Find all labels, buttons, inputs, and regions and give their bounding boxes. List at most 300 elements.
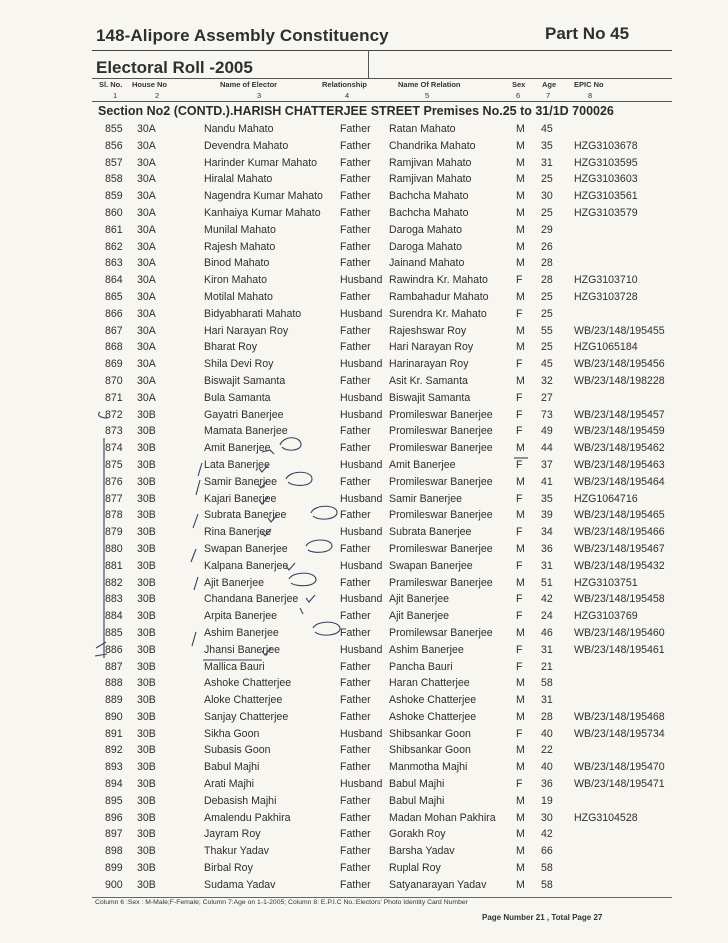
epic-number: HZG3103579 — [574, 206, 638, 219]
epic-number: WB/23/148/195468 — [574, 710, 665, 723]
epic-number: WB/23/148/195459 — [574, 425, 665, 438]
house-number: 30B — [137, 660, 156, 673]
sex: F — [516, 358, 523, 371]
relation-name: Rambahadur Mahato — [389, 290, 489, 303]
relation-name: Babul Majhi — [389, 794, 445, 807]
relationship: Father — [340, 206, 371, 219]
house-number: 30A — [137, 190, 156, 203]
elector-name: Nandu Mahato — [204, 123, 274, 135]
age: 31 — [541, 643, 553, 656]
house-number: 30B — [137, 442, 156, 455]
relationship: Father — [340, 694, 371, 707]
col-number-3: 3 — [257, 91, 262, 100]
relationship: Father — [340, 811, 371, 824]
relationship: Husband — [340, 358, 383, 371]
sex: M — [516, 542, 525, 555]
serial-number: 860 — [105, 206, 123, 219]
serial-number: 857 — [105, 156, 123, 169]
epic-number: WB/23/148/195466 — [574, 526, 665, 539]
relation-name: Daroga Mahato — [389, 240, 463, 253]
sex: F — [516, 643, 523, 656]
relation-name: Promileswar Banerjee — [389, 509, 493, 522]
house-number: 30B — [137, 526, 156, 539]
sex: M — [516, 626, 525, 639]
age: 25 — [541, 307, 553, 320]
relation-name: Subrata Banerjee — [389, 526, 472, 539]
serial-number: 889 — [105, 694, 123, 707]
relationship: Father — [340, 290, 371, 303]
relation-name: Amit Banerjee — [389, 458, 456, 471]
age: 45 — [541, 123, 553, 135]
relation-name: Daroga Mahato — [389, 223, 463, 236]
serial-number: 879 — [105, 526, 123, 539]
sex: M — [516, 240, 525, 253]
relation-name: Ajit Banerjee — [389, 610, 450, 623]
relationship: Father — [340, 626, 371, 639]
relation-name: Promilewsar Banerjee — [389, 626, 493, 639]
relation-name: Manmotha Majhi — [389, 761, 468, 774]
sex: M — [516, 442, 525, 455]
age: 29 — [541, 223, 553, 236]
house-number: 30B — [137, 727, 156, 740]
relationship: Father — [340, 223, 371, 236]
house-number: 30B — [137, 610, 156, 623]
serial-number: 873 — [105, 425, 123, 438]
relationship: Husband — [340, 492, 383, 505]
age: 22 — [541, 744, 553, 757]
relationship: Father — [340, 710, 371, 723]
epic-number: WB/23/148/195460 — [574, 626, 665, 639]
serial-number: 867 — [105, 324, 123, 337]
age: 24 — [541, 610, 553, 623]
house-number: 30B — [137, 492, 156, 505]
house-number: 30B — [137, 643, 156, 656]
relationship: Father — [340, 240, 371, 253]
elector-name: Subrata Banerjee — [204, 509, 287, 522]
epic-number: WB/23/148/195458 — [574, 593, 665, 606]
epic-number: WB/23/148/195470 — [574, 761, 665, 774]
serial-number: 887 — [105, 660, 123, 673]
epic-number: WB/23/148/195461 — [574, 643, 665, 656]
relation-name: Shibsankar Goon — [389, 744, 471, 757]
epic-number: HZG3103710 — [574, 274, 638, 287]
relationship: Husband — [340, 559, 383, 572]
relation-name: Ajit Banerjee — [389, 593, 450, 606]
age: 45 — [541, 358, 553, 371]
col-number-2: 2 — [155, 91, 160, 100]
relation-name: Bachcha Mahato — [389, 190, 469, 203]
relation-name: Rawindra Kr. Mahato — [389, 274, 488, 287]
sex: M — [516, 290, 525, 303]
sex: M — [516, 123, 525, 135]
col-number-8: 8 — [588, 91, 593, 100]
age: 27 — [541, 391, 553, 404]
serial-number: 895 — [105, 794, 123, 807]
elector-name: Sikha Goon — [204, 727, 260, 740]
relationship: Father — [340, 660, 371, 673]
house-number: 30B — [137, 794, 156, 807]
sex: M — [516, 862, 525, 875]
elector-name: Binod Mahato — [204, 257, 270, 270]
house-number: 30B — [137, 509, 156, 522]
epic-number: HZG3103561 — [574, 190, 638, 203]
elector-name: Aloke Chatterjee — [204, 694, 283, 707]
house-number: 30B — [137, 626, 156, 639]
epic-number: WB/23/148/195463 — [574, 458, 665, 471]
constituency-title: 148-Alipore Assembly Constituency — [96, 26, 389, 45]
relationship: Father — [340, 324, 371, 337]
col-number-5: 5 — [425, 91, 430, 100]
house-number: 30A — [137, 324, 156, 337]
elector-name: Mamata Banerjee — [204, 425, 288, 438]
house-number: 30A — [137, 358, 156, 371]
epic-number: HZG1064716 — [574, 492, 638, 505]
serial-number: 876 — [105, 475, 123, 488]
sex: M — [516, 677, 525, 690]
age: 36 — [541, 778, 553, 791]
col-header-epic: EPIC No — [574, 80, 604, 89]
serial-number: 868 — [105, 341, 123, 354]
serial-number: 865 — [105, 290, 123, 303]
serial-number: 874 — [105, 442, 123, 455]
age: 30 — [541, 811, 553, 824]
house-number: 30A — [137, 374, 156, 387]
age: 42 — [541, 593, 553, 606]
relation-name: Promileswar Banerjee — [389, 475, 493, 488]
age: 31 — [541, 156, 553, 169]
relationship: Husband — [340, 778, 383, 791]
house-number: 30B — [137, 593, 156, 606]
relationship: Father — [340, 828, 371, 841]
house-number: 30A — [137, 257, 156, 270]
age: 31 — [541, 559, 553, 572]
serial-number: 863 — [105, 257, 123, 270]
serial-number: 882 — [105, 576, 123, 589]
elector-name: Hiralal Mahato — [204, 173, 273, 186]
house-number: 30B — [137, 744, 156, 757]
epic-number: WB/23/148/198228 — [574, 374, 665, 387]
serial-number: 890 — [105, 710, 123, 723]
house-number: 30A — [137, 274, 156, 287]
age: 28 — [541, 274, 553, 287]
col-number-4: 4 — [345, 91, 350, 100]
elector-name: Arpita Banerjee — [204, 610, 278, 623]
relation-name: Ashoke Chatterjee — [389, 710, 477, 723]
house-number: 30B — [137, 542, 156, 555]
sex: M — [516, 190, 525, 203]
relation-name: Ramjivan Mahato — [389, 156, 472, 169]
relation-name: Babul Majhi — [389, 778, 445, 791]
elector-name: Motilal Mahato — [204, 290, 273, 303]
elector-name: Lata Banerjee — [204, 458, 270, 471]
sex: F — [516, 559, 523, 572]
col-number-1: 1 — [113, 91, 118, 100]
age: 28 — [541, 257, 553, 270]
relationship: Father — [340, 442, 371, 455]
elector-name: Shila Devi Roy — [204, 358, 274, 371]
sex: F — [516, 778, 523, 791]
elector-name: Arati Majhi — [204, 778, 255, 791]
relation-name: Chandrika Mahato — [389, 139, 476, 152]
serial-number: 891 — [105, 727, 123, 740]
relationship: Father — [340, 123, 371, 135]
relationship: Husband — [340, 526, 383, 539]
part-number: Part No 45 — [545, 24, 630, 43]
age: 37 — [541, 458, 553, 471]
elector-name: Sanjay Chatterjee — [204, 710, 289, 723]
relationship: Husband — [340, 727, 383, 740]
serial-number: 864 — [105, 274, 123, 287]
relationship: Husband — [340, 458, 383, 471]
serial-number: 885 — [105, 626, 123, 639]
relation-name: Hari Narayan Roy — [389, 341, 474, 354]
serial-number: 878 — [105, 509, 123, 522]
sex: M — [516, 710, 525, 723]
serial-number: 893 — [105, 761, 123, 774]
house-number: 30A — [137, 391, 156, 404]
house-number: 30A — [137, 240, 156, 253]
sex: M — [516, 509, 525, 522]
relationship: Father — [340, 509, 371, 522]
epic-number: WB/23/148/195455 — [574, 324, 665, 337]
house-number: 30B — [137, 761, 156, 774]
elector-name: Babul Majhi — [204, 761, 260, 774]
col-header-name: Name of Elector — [220, 80, 278, 89]
elector-name: Debasish Majhi — [204, 794, 277, 807]
epic-number: HZG3103678 — [574, 139, 638, 152]
elector-name: Harinder Kumar Mahato — [204, 156, 318, 169]
house-number: 30B — [137, 559, 156, 572]
serial-number: 886 — [105, 643, 123, 656]
relation-name: Ramjivan Mahato — [389, 173, 472, 186]
elector-name: Ashim Banerjee — [204, 626, 279, 639]
house-number: 30B — [137, 425, 156, 438]
col-header-sl: Sl. No. — [99, 80, 123, 89]
elector-name: Bidyabharati Mahato — [204, 307, 302, 320]
elector-name: Jayram Roy — [204, 828, 261, 841]
serial-number: 871 — [105, 391, 123, 404]
col-number-6: 6 — [516, 91, 521, 100]
relation-name: Bachcha Mahato — [389, 206, 469, 219]
section-heading: Section No2 (CONTD.).HARISH CHATTERJEE STREET Premises No.25 to 31/1D 700026 — [98, 104, 614, 118]
serial-number: 870 — [105, 374, 123, 387]
relationship: Father — [340, 190, 371, 203]
relationship: Father — [340, 542, 371, 555]
elector-name: Kanhaiya Kumar Mahato — [204, 206, 321, 219]
elector-name: Gayatri Banerjee — [204, 408, 284, 421]
serial-number: 900 — [105, 878, 123, 891]
col-header-house: House No — [132, 80, 168, 89]
house-number: 30B — [137, 862, 156, 875]
relation-name: Ratan Mahato — [389, 123, 456, 135]
elector-name: Hari Narayan Roy — [204, 324, 289, 337]
epic-number: WB/23/148/195457 — [574, 408, 665, 421]
elector-name: Samir Banerjee — [204, 475, 278, 488]
relation-name: Harinarayan Roy — [389, 358, 469, 371]
sex: M — [516, 206, 525, 219]
relation-name: Barsha Yadav — [389, 845, 455, 858]
serial-number: 883 — [105, 593, 123, 606]
elector-name: Kalpana Banerjee — [204, 559, 289, 572]
relationship: Father — [340, 610, 371, 623]
sex: M — [516, 744, 525, 757]
col-number-7: 7 — [546, 91, 551, 100]
sex: M — [516, 794, 525, 807]
elector-name: Bula Samanta — [204, 391, 271, 404]
relationship: Husband — [340, 593, 383, 606]
elector-name: Swapan Banerjee — [204, 542, 288, 555]
epic-number: WB/23/148/195432 — [574, 559, 665, 572]
house-number: 30B — [137, 475, 156, 488]
age: 25 — [541, 173, 553, 186]
serial-number: 875 — [105, 458, 123, 471]
elector-name: Devendra Mahato — [204, 139, 289, 152]
serial-number: 872 — [105, 408, 123, 421]
age: 31 — [541, 694, 553, 707]
age: 35 — [541, 139, 553, 152]
sex: M — [516, 324, 525, 337]
epic-number: WB/23/148/195465 — [574, 509, 665, 522]
relationship: Father — [340, 744, 371, 757]
serial-number: 856 — [105, 139, 123, 152]
serial-number: 899 — [105, 862, 123, 875]
serial-number: 898 — [105, 845, 123, 858]
serial-number: 861 — [105, 223, 123, 236]
elector-name: Kajari Banerjee — [204, 492, 277, 505]
age: 19 — [541, 794, 553, 807]
serial-number: 858 — [105, 173, 123, 186]
epic-number: HZG3103603 — [574, 173, 638, 186]
relation-name: Pramileswar Banerjee — [389, 576, 493, 589]
epic-number: WB/23/148/195467 — [574, 542, 665, 555]
epic-number: HZG3103728 — [574, 290, 638, 303]
relation-name: Swapan Banerjee — [389, 559, 473, 572]
house-number: 30B — [137, 710, 156, 723]
epic-number: WB/23/148/195734 — [574, 727, 665, 740]
relation-name: Rajeshswar Roy — [389, 324, 467, 337]
sex: M — [516, 475, 525, 488]
elector-name: Rina Banerjee — [204, 526, 272, 539]
elector-name: Biswajit Samanta — [204, 374, 286, 387]
serial-number: 880 — [105, 542, 123, 555]
elector-name: Mallica Bauri — [204, 660, 265, 673]
relationship: Husband — [340, 643, 383, 656]
elector-name: Sudama Yadav — [204, 878, 276, 891]
age: 28 — [541, 710, 553, 723]
house-number: 30A — [137, 123, 156, 135]
epic-number: HZG3104528 — [574, 811, 638, 824]
elector-name: Ajit Banerjee — [204, 576, 265, 589]
relation-name: Samir Banerjee — [389, 492, 463, 505]
relation-name: Ruplal Roy — [389, 862, 441, 875]
relation-name: Promileswar Banerjee — [389, 425, 493, 438]
relationship: Father — [340, 341, 371, 354]
age: 39 — [541, 509, 553, 522]
sex: F — [516, 660, 523, 673]
sex: M — [516, 374, 525, 387]
sex: M — [516, 173, 525, 186]
relation-name: Ashoke Chatterjee — [389, 694, 477, 707]
relation-name: Haran Chatterjee — [389, 677, 470, 690]
col-header-sex: Sex — [512, 80, 526, 89]
elector-name: Nagendra Kumar Mahato — [204, 190, 323, 203]
elector-name: Chandana Banerjee — [204, 593, 299, 606]
house-number: 30B — [137, 458, 156, 471]
page-number: Page Number 21 , Total Page 27 — [482, 913, 603, 922]
serial-number: 869 — [105, 358, 123, 371]
roll-title: Electoral Roll -2005 — [96, 58, 253, 77]
relationship: Husband — [340, 274, 383, 287]
house-number: 30B — [137, 694, 156, 707]
relationship: Father — [340, 878, 371, 891]
relation-name: Jainand Mahato — [389, 257, 465, 270]
house-number: 30B — [137, 778, 156, 791]
relationship: Father — [340, 139, 371, 152]
house-number: 30B — [137, 576, 156, 589]
age: 73 — [541, 408, 553, 421]
relationship: Father — [340, 425, 371, 438]
relationship: Father — [340, 475, 371, 488]
elector-name: Amit Banerjee — [204, 442, 271, 455]
house-number: 30A — [137, 173, 156, 186]
sex: M — [516, 811, 525, 824]
epic-number: WB/23/148/195462 — [574, 442, 665, 455]
serial-number: 862 — [105, 240, 123, 253]
elector-name: Rajesh Mahato — [204, 240, 276, 253]
sex: M — [516, 341, 525, 354]
col-header-relation-name: Name Of Relation — [398, 80, 461, 89]
age: 44 — [541, 442, 553, 455]
serial-number: 897 — [105, 828, 123, 841]
relationship: Father — [340, 794, 371, 807]
house-number: 30B — [137, 677, 156, 690]
elector-name: Jhansi Banerjee — [204, 643, 280, 656]
age: 58 — [541, 878, 553, 891]
relationship: Husband — [340, 307, 383, 320]
serial-number: 888 — [105, 677, 123, 690]
age: 34 — [541, 526, 553, 539]
relation-name: Promileswar Banerjee — [389, 442, 493, 455]
age: 66 — [541, 845, 553, 858]
house-number: 30B — [137, 828, 156, 841]
serial-number: 884 — [105, 610, 123, 623]
sex: F — [516, 408, 523, 421]
sex: F — [516, 492, 523, 505]
sex: F — [516, 458, 523, 471]
house-number: 30A — [137, 206, 156, 219]
age: 55 — [541, 324, 553, 337]
serial-number: 866 — [105, 307, 123, 320]
house-number: 30A — [137, 223, 156, 236]
age: 21 — [541, 660, 553, 673]
sex: M — [516, 223, 525, 236]
age: 36 — [541, 542, 553, 555]
epic-number: HZG3103769 — [574, 610, 638, 623]
sex: M — [516, 845, 525, 858]
elector-name: Subasis Goon — [204, 744, 271, 757]
elector-name: Kiron Mahato — [204, 274, 268, 287]
sex: F — [516, 307, 523, 320]
serial-number: 881 — [105, 559, 123, 572]
sex: F — [516, 425, 523, 438]
relation-name: Ashim Banerjee — [389, 643, 464, 656]
serial-number: 859 — [105, 190, 123, 203]
sex: F — [516, 391, 523, 404]
relationship: Father — [340, 677, 371, 690]
sex: M — [516, 576, 525, 589]
relationship: Husband — [340, 408, 383, 421]
relationship: Father — [340, 576, 371, 589]
